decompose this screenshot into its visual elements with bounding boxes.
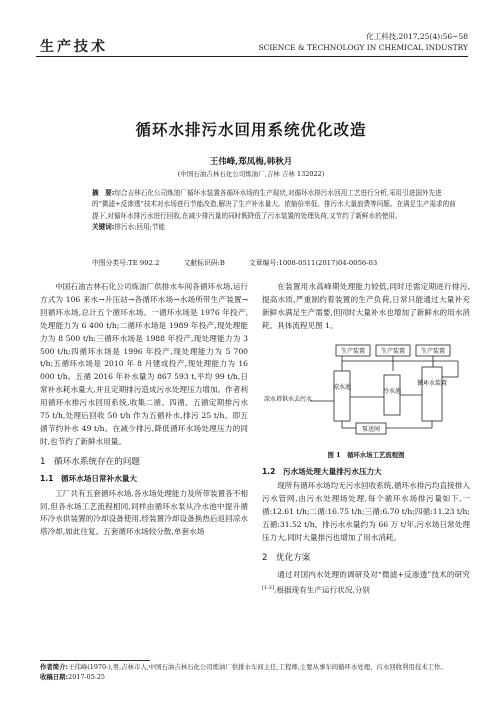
section-label: 生产技术: [40, 39, 108, 55]
cooling-pool-box: [334, 371, 350, 421]
pump-room-label: 泵送间: [361, 425, 381, 433]
circulation-label: 循环水装置: [416, 379, 448, 387]
citation-ref: [1-2]: [262, 584, 274, 591]
right-column: [262, 281, 470, 597]
process-flow-figure: [262, 337, 470, 447]
article-authors: 王伟峰,郑凤梅,韩秋月: [209, 157, 293, 167]
doc-code: 文献标识码:B: [183, 259, 225, 267]
section-heading: 1 循环水系统存在的问题: [40, 456, 140, 467]
body-text: ,根据现有生产运行状况,分别: [273, 585, 370, 595]
article-title: 循环水排污水回用系统优化改造: [135, 121, 367, 139]
author-bio: 王伟峰(1970-),男,吉林市人,中国石油吉林石化公司炼油厂供排水车间主任,工程师,主要从事车间循环水处理、污水回收利用技术工作。: [68, 663, 447, 671]
body-paragraph: 现所有循环水场均无污水回收系统,循环水排污均直接排入污水管网,由污水处理场处理,每个循环水场排污量如下,一循:12.61 t/h;二循:16.75 t/h;三循:6.70 t/h;四循:11.23 t/h;五循:31.52 t/h。排污水水量约为 66 万 t/年,污水场日常处理压力大,同时大量排污也增加了用水消耗。: [262, 481, 470, 543]
article-meta: [92, 257, 399, 267]
clc-number: 中图分类号:TE 992.2: [92, 259, 160, 267]
production-label-2: 生产装置: [380, 347, 406, 355]
body-paragraph: 在装置用水高峰期处理能力较低,同时还需定期进行排污,提高水质,严重制约着装置的生产负荷,日常只能通过大量补充新鲜水满足生产需要,但同时大量补水也增加了新鲜水的用水消耗。具体流程见图 1。: [262, 282, 470, 330]
figure-left-label: 凉水塔供水去污水: [264, 395, 313, 403]
abstract-text: 综合吉林石化公司炼油厂循环水装置各循环水场的生产现状,对循环水排污水回用工艺进行分析,采用引进国外先进的“微滤+反渗透”技术对水场进行节能改造,解决了生产补水量大、浓缩倍率低、排污水大量浪费等问题。在满足生产需求的前提下,对循环水排污水进行回收,在减少排污量的同时既降低了污水装置的处理负荷,又节约了新鲜水的使用。: [92, 189, 456, 220]
circulation-box: [422, 367, 442, 421]
header-rule: [36, 56, 468, 57]
left-column: [40, 281, 248, 539]
abstract: [92, 188, 456, 233]
received-date: 2017-05-25: [68, 672, 105, 681]
production-label-3: 生产装置: [420, 347, 446, 355]
journal-citation: 化工科技,2017,25(4):56~58: [366, 32, 468, 41]
cold-pool-label: 冷水池: [382, 387, 402, 395]
article-number: 文章编号:1008-0511(2017)04-0056-03: [249, 259, 378, 267]
abstract-label: 摘 要:: [92, 189, 115, 197]
body-text: 通过对国内水处理的调研及对“微滤+反渗透”技术的研究: [277, 569, 470, 579]
figure-caption: 图 1 循环水场工艺流程图: [327, 450, 405, 459]
body-paragraph: [262, 569, 470, 597]
footnote-rule: [40, 660, 150, 661]
section-heading: 2 优化方案: [262, 552, 311, 563]
keywords-text: 排污水;回用;节能: [114, 222, 166, 231]
production-label-1: 生产装置: [340, 347, 366, 355]
footnote: [40, 663, 468, 682]
cooling-pool-label: 凉水池: [332, 383, 352, 391]
keywords-label: 关键词:: [92, 222, 115, 231]
cold-pool-box: [384, 375, 400, 415]
journal-info: [258, 31, 468, 53]
author-bio-label: 作者简介:: [40, 663, 69, 671]
body-paragraph: 中国石油吉林石化公司炼油厂供排水车间各循环水场,运行方式为 106 来水→升压站→各循环水场→水场所带生产装置→回循环水场,总计五个循环水场。一循环水场是 1976 年投产,处理能力为 6 400 t/h;二循环水场是 1989 年投产,现处理能力为 8 500 t/h;三循环水场是 1988 年投产,现处理能力为 3 500 t/h;四循环水场是 1996 年投产,现处理能力为 5 700 t/h;五循环水场是 2010 年 8 月建成投产,现处理能力为 16 000 t/h。五循 2016 年补水量为 867 593 t,平均 99 t/h,日常补水耗水量大,并且定期排污造成污水处理压力增加。作者利用循环水排污水回用系统,收集二循、四循、五循定期排污水 75 t/h,处理后回收 50 t/h 作为五循补水,排污 25 t/h。即五循节约补水 49 t/h。在减少排污,降低循环水场处理压力的同时,也节约了新鲜水用量。: [40, 282, 248, 446]
body-paragraph: 工厂共有五套循环水场,各水场处理能力及所带装置各不相同,但各水场工艺流程相同,同样由循环水泵从冷水池中提升循环冷水供装置的冷却设备使用,经装置冷却设备换热后返回凉水塔冷却,如此往复。五套循环水场较分散,单套水场: [40, 488, 248, 537]
received-label: 收稿日期:: [40, 672, 69, 681]
journal-name-en: SCIENCE & TECHNOLOGY IN CHEMICAL INDUSTRY: [258, 43, 468, 52]
article-affiliation: (中国石油吉林石化公司炼油厂,吉林 吉林 132022): [177, 170, 325, 178]
subsection-heading: 1.1 循环水场日常补水量大: [40, 473, 137, 483]
subsection-heading: 1.2 污水场处理大量排污水压力大: [262, 466, 382, 476]
